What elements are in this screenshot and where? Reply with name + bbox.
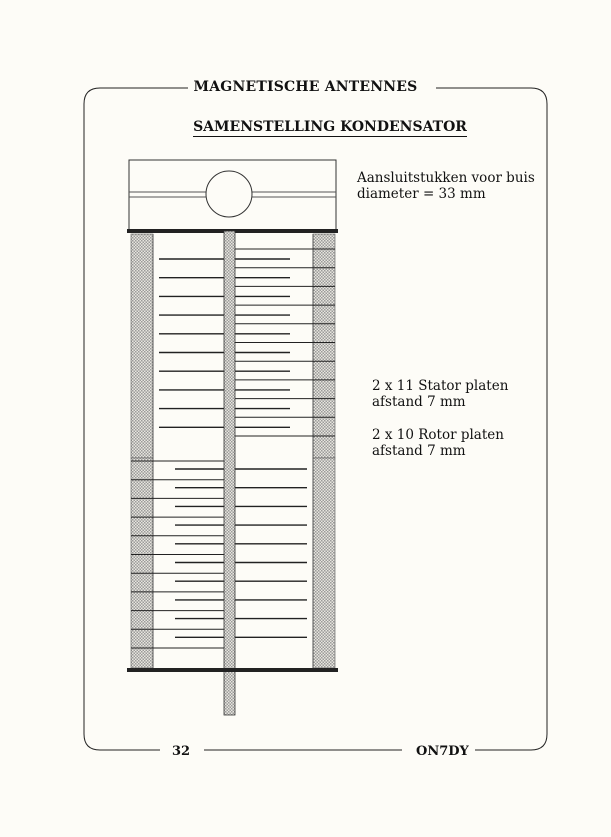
bottom-end-plate [127,668,338,672]
section-title-text: SAMENSTELLING KONDENSATOR [193,119,467,135]
tube-connector-hole [206,171,252,217]
footer-author: ON7DY [416,744,469,759]
rotor-shaft [224,231,235,715]
connector-note-line2: diameter = 33 mm [357,186,486,202]
stator-spacer-left-upper [131,234,153,458]
connector-note-line1: Aansluitstukken voor buis [357,170,535,186]
stator-plates-upper [159,249,335,436]
rotor-note-line2: afstand 7 mm [372,443,466,459]
connector-note [357,170,535,202]
stator-spacer-left-lower [131,458,153,668]
stator-note [372,378,508,410]
rotor-note-line1: 2 x 10 Rotor platen [372,427,504,443]
stator-plates-lower [131,461,307,648]
stator-note-line2: afstand 7 mm [372,394,466,410]
stator-note-line1: 2 x 11 Stator platen [372,378,509,394]
rotor-note [372,427,504,459]
header-title: MAGNETISCHE ANTENNES [188,79,424,95]
stator-spacer-right-lower [313,458,335,668]
page-number: 32 [172,744,191,759]
